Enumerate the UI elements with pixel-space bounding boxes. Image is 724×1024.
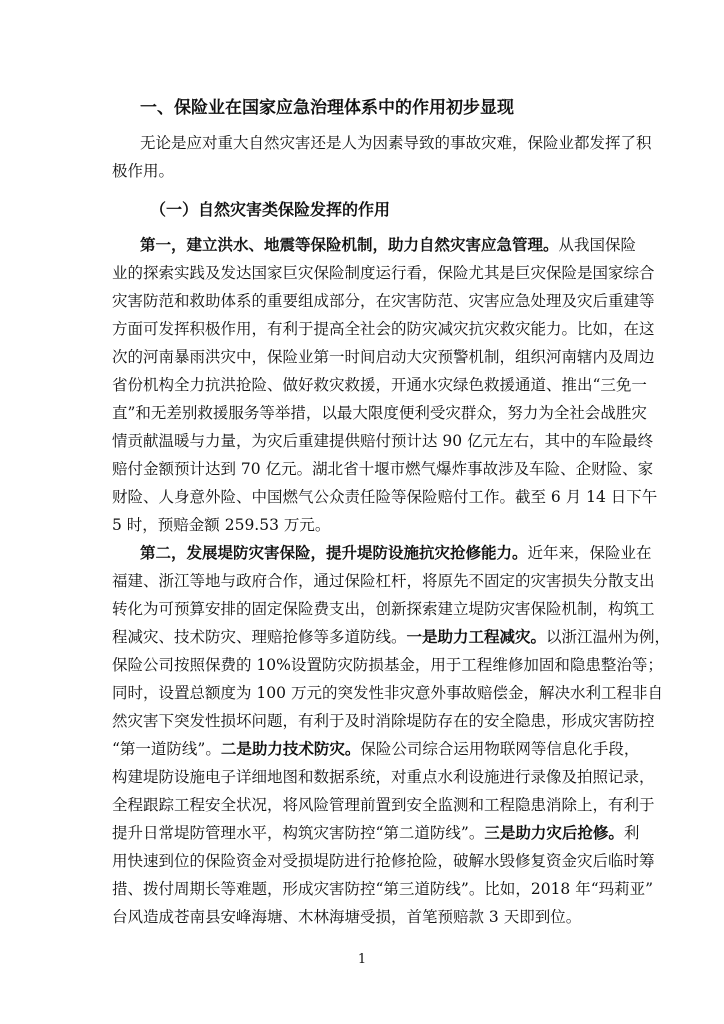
para1-line-5: 次的河南暴雨洪灾中，保险业第一时间启动大灾预警机制，组织河南辖内及周边 (112, 348, 655, 366)
intro-line-2: 极作用。 (112, 162, 175, 180)
para2-point-1-bold: 一是助力工程减灾。 (406, 627, 547, 646)
para2-line-11-post: 利 (623, 824, 640, 842)
para2-lead-bold: 第二，发展堤防灾害保险，提升堤防设施抗灾抢修能力。 (140, 543, 528, 562)
para2-line-11-pre: 提升日常堤防管理水平，构筑灾害防控“第二道防线”。 (112, 824, 485, 842)
para1-line-9: 赔付金额预计达到 70 亿元。湖北省十堰市燃气爆炸事故涉及车险、企财险、家 (112, 460, 654, 478)
para1-line-1 (140, 234, 637, 256)
para1-line-8: 情贡献温暖与力量，为灾后重建提供赔付预计达 90 亿元左右，其中的车险最终 (112, 432, 654, 450)
para2-line-4 (112, 626, 671, 648)
para2-point-2-bold: 二是助力技术防灾。 (220, 739, 361, 758)
para2-line-8-post: 保险公司综合运用物联网等信息化手段， (360, 740, 640, 758)
para2-line-2: 福建、浙江等地与政府合作，通过保险杠杆，将原先不固定的灾害损失分散支出 (112, 572, 655, 590)
para2-line-6: 同时，设置总额度为 100 万元的突发性非灾意外事故赔偿金，解决水利工程非自 (112, 684, 663, 702)
para2-line-11 (112, 822, 640, 844)
para1-line-2: 业的探索实践及发达国家巨灾保险制度运行看，保险尤其是巨灾保险是国家综合 (112, 264, 655, 282)
para1-line-7: 直”和无差别救援服务等举措，以最大限度便利受灾群众，努力为全社会战胜灾 (112, 404, 647, 422)
para2-line-1 (140, 542, 652, 564)
para1-line-4: 方面可发挥积极作用，有利于提高全社会的防灾减灾抗灾救灾能力。比如，在这 (112, 320, 655, 338)
para2-line-4-post: 以浙江温州为例， (546, 628, 671, 646)
para1-line-11: 5 时，预赔金额 259.53 万元。 (112, 516, 331, 534)
para1-lead-bold: 第一，建立洪水、地震等保险机制，助力自然灾害应急管理。 (140, 235, 559, 254)
para2-line-13: 措、拨付周期长等难题，形成灾害防控“第三道防线”。比如，2018 年“玛莉亚” (112, 880, 654, 898)
para2-line-4-pre: 程减灾、技术防灾、理赔抢修等多道防线。 (112, 628, 407, 646)
para1-line-10: 财险、人身意外险、中国燃气公众责任险等保险赔付工作。截至 6 月 14 日下午 (112, 488, 658, 506)
para1-line-6: 省份机构全力抗洪抢险、做好救灾救援，开通水灾绿色救援通道、推出“三免一 (112, 376, 647, 394)
para2-line-8-pre: “第一道防线”。 (112, 740, 221, 758)
section-heading: 一、保险业在国家应急治理体系中的作用初步显现 (140, 98, 514, 118)
subsection-heading: （一）自然灾害类保险发挥的作用 (150, 200, 391, 219)
para2-line-10: 全程跟踪工程安全状况，将风险管理前置到安全监测和工程隐患消除上，有利于 (112, 796, 655, 814)
para2-line-5: 保险公司按照保费的 10%设置防灾防损基金，用于工程维修加固和隐患整治等； (112, 656, 663, 674)
page-number: 1 (357, 952, 367, 967)
para2-line-7: 然灾害下突发性损坏问题，有利于及时消除堤防存在的安全隐患，形成灾害防控 (112, 712, 655, 730)
para2-point-3-bold: 三是助力灾后抢修。 (484, 823, 624, 842)
para2-line-3: 转化为可预算安排的固定保险费支出，创新探索建立堤防灾害保险机制，构筑工 (112, 600, 655, 618)
para2-line-9: 构建堤防设施电子详细地图和数据系统，对重点水利设施进行录像及拍照记录， (112, 768, 655, 786)
para1-lead-rest: 从我国保险 (558, 236, 637, 254)
intro-line-1: 无论是应对重大自然灾害还是人为因素导致的事故灾难，保险业都发挥了积 (140, 134, 652, 152)
para2-line-12: 用快速到位的保险资金对受损堤防进行抢修抢险，破解水毁修复资金灾后临时筹 (112, 852, 655, 870)
para2-line-14: 台风造成苍南县安峰海塘、木林海塘受损，首笔预赔款 3 天即到位。 (112, 908, 582, 926)
para2-lead-rest: 近年来，保险业在 (527, 544, 652, 562)
para1-line-3: 灾害防范和救助体系的重要组成部分，在灾害防范、灾害应急处理及灾后重建等 (112, 292, 655, 310)
para2-line-8 (112, 738, 640, 760)
